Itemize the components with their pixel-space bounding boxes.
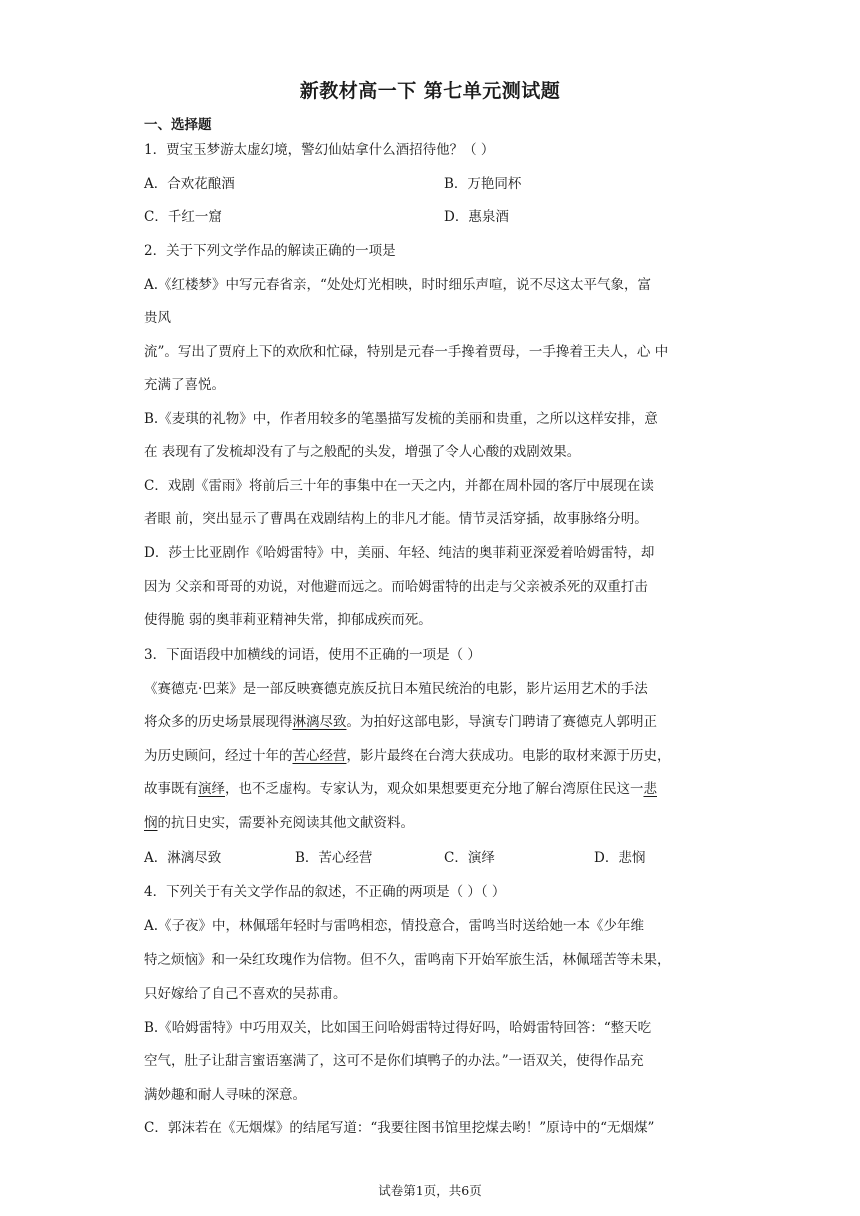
question-4-stem: 4．下列关于有关文学作品的叙述，不正确的两项是（ ）（ ） bbox=[144, 884, 506, 900]
question-3-passage-line bbox=[144, 813, 716, 833]
underlined-term: 淋漓尽致 bbox=[292, 714, 347, 730]
question-2-line: A.《红楼梦》中写元春省亲，“处处灯光相映，时时细乐声喧，说不尽这太平气象，富 bbox=[144, 277, 651, 293]
passage-text: 。为拍好这部电影，导演专门聘请了赛德克人郭明正 bbox=[346, 714, 657, 730]
question-3-option-a: A．淋漓尽致 bbox=[144, 850, 222, 866]
question-3-option-c: C．演绎 bbox=[444, 850, 495, 866]
passage-text: 《赛德克·巴莱》是一部反映赛德克族反抗日本殖民统治的电影，影片运用艺术的手法 bbox=[144, 681, 648, 697]
question-4-line: 只好嫁给了自己不喜欢的吴荪甫。 bbox=[144, 986, 347, 1002]
question-2-line: 使得脆 弱的奥菲莉亚精神失常，抑郁成疾而死。 bbox=[144, 612, 432, 628]
passage-text: 为历史顾问，经过十年的 bbox=[144, 748, 293, 764]
question-4-line: 特之烦恼》和一朵红玫瑰作为信物。但不久，雷鸣南下开始军旅生活，林佩瑶苦等未果， bbox=[144, 952, 671, 968]
question-2-line: 流”。写出了贾府上下的欢欣和忙碌，特别是元春一手搀着贾母，一手搀着王夫人，心 中 bbox=[144, 344, 669, 360]
question-1-option-a: A．合欢花酿酒 bbox=[144, 176, 235, 192]
question-2-line: 因为 父亲和哥哥的劝说，对他避而远之。而哈姆雷特的出走与父亲被杀死的双重打击 bbox=[144, 579, 648, 595]
question-1-option-c: C．千红一窟 bbox=[144, 209, 222, 225]
question-4-line: A.《子夜》中，林佩瑶年轻时与雷鸣相恋，情投意合，雷鸣当时送给她一本《少年维 bbox=[144, 918, 645, 934]
question-2-line: D．莎士比亚剧作《哈姆雷特》中，美丽、年轻、纯洁的奥菲莉亚深爱着哈姆雷特，却 bbox=[144, 545, 655, 561]
question-3-passage-line bbox=[144, 712, 716, 732]
question-2-line: C．戏剧《雷雨》将前后三十年的事集中在一天之内，并都在周朴园的客厅中展现在读 bbox=[144, 478, 654, 494]
question-1-option-b: B．万艳同杯 bbox=[444, 176, 522, 192]
question-3-passage-line bbox=[144, 746, 716, 766]
question-4-line: 满妙趣和耐人寻味的深意。 bbox=[144, 1087, 306, 1103]
passage-text: 故事既有 bbox=[144, 781, 198, 797]
question-2-line: 在 表现有了发梳却没有了与之般配的头发，增强了令人心酸的戏剧效果。 bbox=[144, 444, 581, 460]
question-2-stem: 2．关于下列文学作品的解读正确的一项是 bbox=[144, 243, 396, 259]
question-3-option-d: D．悲悯 bbox=[594, 850, 646, 866]
page-footer: 试卷第1页，共6页 bbox=[378, 1183, 482, 1198]
question-3-passage-line bbox=[144, 679, 716, 699]
question-4-line: 空气，肚子让甜言蜜语塞满了，这可不是你们填鸭子的办法。”一语双关，使得作品充 bbox=[144, 1053, 644, 1069]
question-4-line: C．郭沫若在《无烟煤》的结尾写道：“我要往图书馆里挖煤去哟！”原诗中的“无烟煤” bbox=[144, 1120, 655, 1136]
question-3-passage-line bbox=[144, 779, 716, 799]
question-3-stem: 3．下面语段中加横线的词语，使用不正确的一项是（ ） bbox=[144, 647, 481, 663]
underlined-term: 悯 bbox=[144, 815, 158, 831]
question-2-line: 充满了喜悦。 bbox=[144, 377, 225, 393]
question-2-line: 者眼 前，突出显示了曹禺在戏剧结构上的非凡才能。情节灵活穿插，故事脉络分明。 bbox=[144, 511, 648, 527]
passage-text: 将众多的历史场景展现得 bbox=[144, 714, 293, 730]
question-1-option-d: D．惠泉酒 bbox=[444, 209, 509, 225]
question-2-line: B.《麦琪的礼物》中，作者用较多的笔墨描写发梳的美丽和贵重，之所以这样安排，意 bbox=[144, 411, 658, 427]
question-4-line: B.《哈姆雷特》中巧用双关，比如国王问哈姆雷特过得好吗，哈姆雷特回答：“整天吃 bbox=[144, 1020, 652, 1036]
question-1-stem: 1．贾宝玉梦游太虚幻境，警幻仙姑拿什么酒招待他？（ ） bbox=[144, 142, 495, 158]
passage-text: ，也不乏虚构。专家认为，观众如果想要更充分地了解台湾原住民这一 bbox=[225, 781, 644, 797]
question-2-line: 贵风 bbox=[144, 310, 171, 326]
underlined-term: 演绎 bbox=[198, 781, 225, 797]
passage-text: 的抗日史实，需要补充阅读其他文献资料。 bbox=[157, 815, 414, 831]
underlined-term: 悲 bbox=[643, 781, 657, 797]
passage-text: ，影片最终在台湾大获成功。电影的取材来源于历史， bbox=[346, 748, 671, 764]
section-heading: 一、选择题 bbox=[144, 117, 212, 133]
question-3-option-b: B．苦心经营 bbox=[295, 850, 373, 866]
underlined-term: 苦心经营 bbox=[292, 748, 347, 764]
document-title: 新教材高一下 第七单元测试题 bbox=[299, 80, 561, 102]
